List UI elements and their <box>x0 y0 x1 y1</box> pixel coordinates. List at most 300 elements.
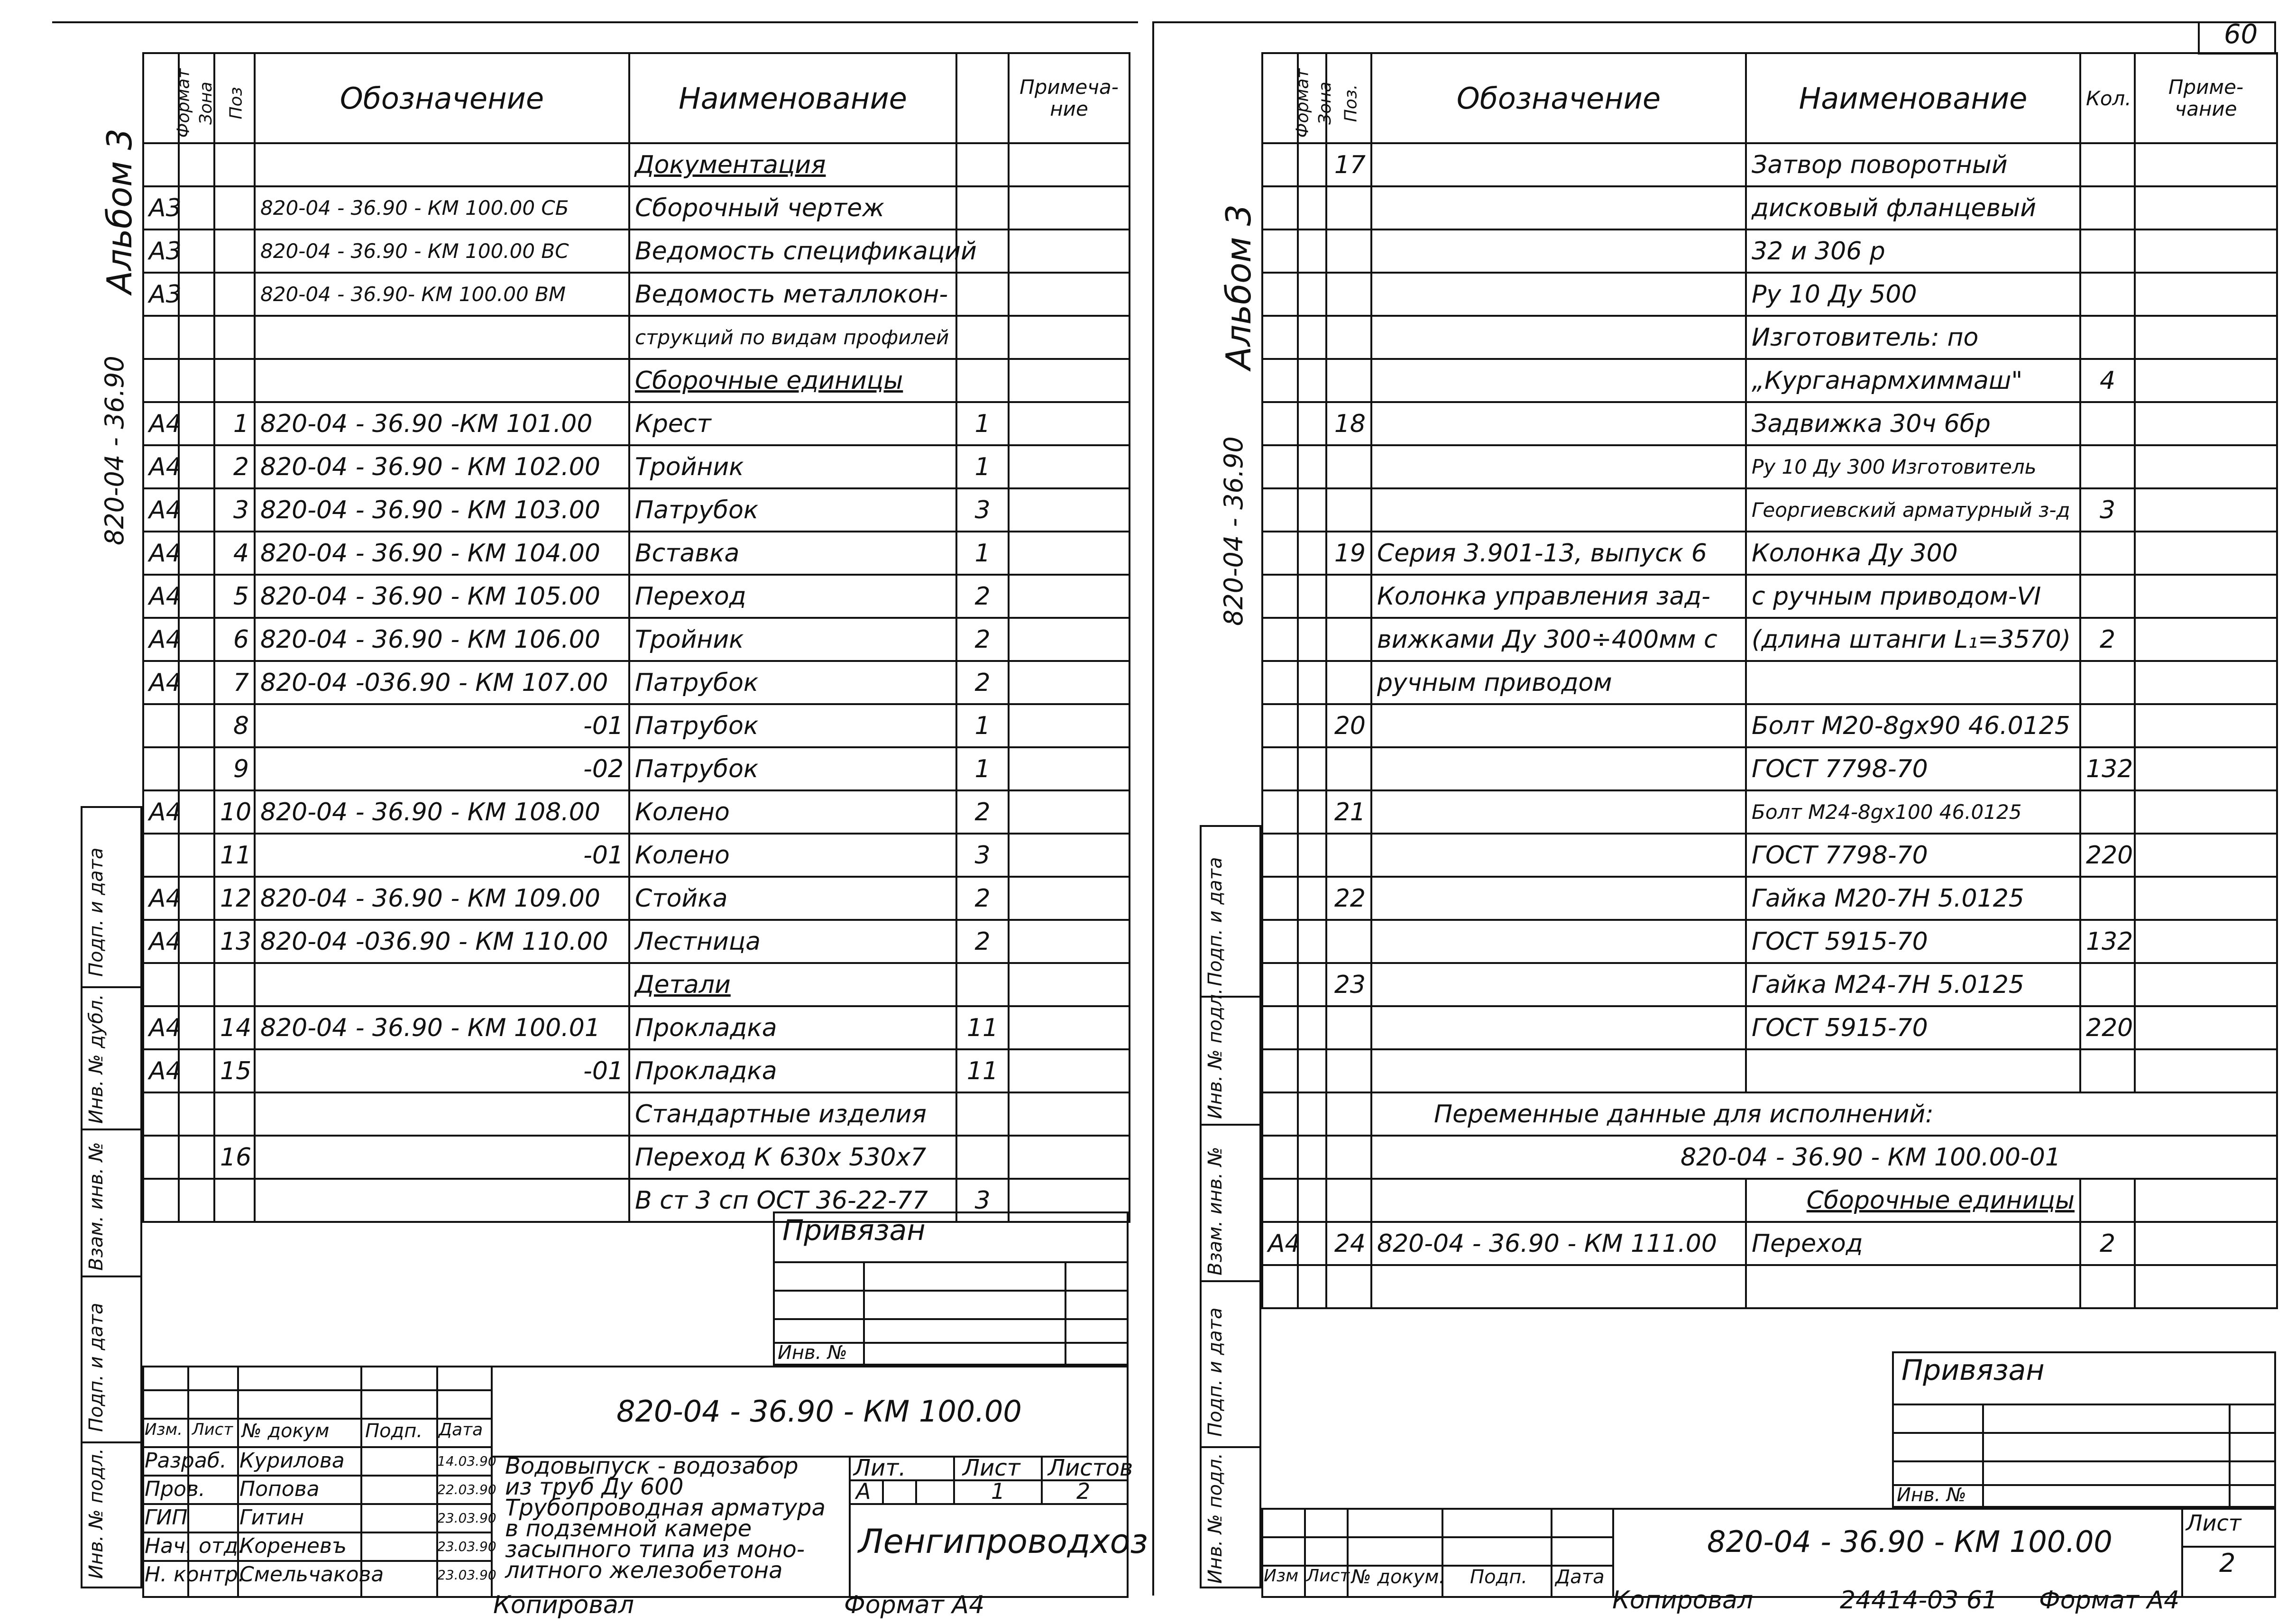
cell-pos <box>214 316 255 359</box>
cell-format: А4 <box>143 661 179 704</box>
table-row <box>1262 661 2277 704</box>
side-label-r1: Подп. и дата <box>1204 857 1226 986</box>
tb-r-col-sign: Подп. <box>1470 1566 1528 1588</box>
lit-value: А <box>856 1478 871 1504</box>
cell-pos <box>1326 229 1371 273</box>
cell-designation: -01 <box>255 834 629 877</box>
cell-name: Патрубок <box>629 488 956 532</box>
cell-designation <box>1371 445 1746 488</box>
cell-designation <box>1371 920 1746 963</box>
cell-pos <box>1326 1006 1371 1049</box>
cell-qty: 11 <box>956 1006 1009 1049</box>
cell-format: А4 <box>143 1006 179 1049</box>
description-line: из труб Ду 600 <box>505 1474 684 1500</box>
table-row <box>143 316 1130 359</box>
cell-name: Детали <box>629 963 956 1006</box>
table-row <box>1262 704 2277 747</box>
album-label-right: Альбом 3 <box>1219 204 1258 370</box>
cell-name: ГОСТ 7798-70 <box>1746 834 2080 877</box>
cell-format <box>1262 143 1298 186</box>
cell-designation <box>1371 963 1746 1006</box>
description-line: засыпного типа из моно- <box>505 1536 805 1563</box>
cell-zone <box>1298 1049 1326 1092</box>
table-row <box>143 661 1130 704</box>
code-vertical-right: 820-04 - 36.90 <box>1219 436 1249 626</box>
top-border <box>52 21 1138 23</box>
left-spec-table <box>142 52 1130 1223</box>
cell-note <box>1009 488 1130 532</box>
cell-format <box>1262 316 1298 359</box>
section2-row <box>1262 1179 2277 1222</box>
side-label-2: Инв. № дубл. <box>85 994 107 1124</box>
cell-name: „Курганармхиммаш" <box>1746 359 2080 402</box>
cell-zone <box>179 402 214 445</box>
cell-note <box>1009 229 1130 273</box>
cell-format <box>1262 532 1298 575</box>
cell-name: Патрубок <box>629 661 956 704</box>
variable-title: Переменные данные для исполнений: <box>1371 1092 2277 1136</box>
cell-zone <box>1298 920 1326 963</box>
cell-zone <box>179 488 214 532</box>
cell-pos <box>1326 920 1371 963</box>
variable-code: 820-04 - 36.90 - КМ 100.00-01 <box>1371 1136 2277 1179</box>
cell-zone <box>1298 359 1326 402</box>
privyazan-label: Привязан <box>782 1214 926 1247</box>
cell-note <box>1009 445 1130 488</box>
cell-name: Сборочный чертеж <box>629 186 956 229</box>
cell-pos: 20 <box>1326 704 1371 747</box>
table-row <box>1262 402 2277 445</box>
cell-zone <box>179 575 214 618</box>
row24-name: Переход <box>1746 1222 2080 1265</box>
cell-pos: 22 <box>1326 877 1371 920</box>
cell-note <box>2135 963 2277 1006</box>
cell-qty: 2 <box>956 661 1009 704</box>
cell-designation <box>1371 834 1746 877</box>
cell-designation <box>255 963 629 1006</box>
cell-note <box>2135 1049 2277 1092</box>
table-row <box>1262 618 2277 661</box>
cell-qty <box>956 359 1009 402</box>
cell-note <box>2135 402 2277 445</box>
cell-zone <box>179 963 214 1006</box>
cell-designation: 820-04 - 36.90 - КМ 100.00 ВС <box>255 229 629 273</box>
cell-zone <box>1298 143 1326 186</box>
cell-format <box>143 143 179 186</box>
right-spec-table <box>1261 52 2278 1309</box>
cell-format <box>1262 963 1298 1006</box>
footer-copy-right: Копировал <box>1612 1586 1754 1615</box>
cell-name: Стандартные изделия <box>629 1092 956 1136</box>
cell-designation: ручным приводом <box>1371 661 1746 704</box>
cell-pos: 5 <box>214 575 255 618</box>
cell-name: Ведомость спецификаций <box>629 229 956 273</box>
cell-note <box>2135 445 2277 488</box>
table-row <box>143 963 1130 1006</box>
table-header-right <box>1262 53 2277 143</box>
side-label-r4: Подп. и дата <box>1204 1307 1226 1437</box>
cell-pos <box>1326 445 1371 488</box>
tb-col-date: Дата <box>439 1420 483 1440</box>
cell-designation <box>1371 1006 1746 1049</box>
cell-pos <box>1326 186 1371 229</box>
table-row <box>143 834 1130 877</box>
cell-zone <box>1298 963 1326 1006</box>
cell-note <box>1009 359 1130 402</box>
cell-name: Сборочные единицы <box>629 359 956 402</box>
cell-format: А4 <box>143 877 179 920</box>
cell-qty <box>2080 316 2135 359</box>
person-date: 14.03.90 <box>437 1453 496 1469</box>
cell-zone <box>1298 402 1326 445</box>
cell-note <box>2135 920 2277 963</box>
side-label-3: Взам. инв. № <box>85 1142 107 1271</box>
cell-qty <box>2080 229 2135 273</box>
cell-designation <box>1371 790 1746 834</box>
side-label-4: Подп. и дата <box>85 1303 107 1432</box>
tb-r-col-date: Дата <box>1555 1566 1605 1588</box>
cell-zone <box>179 704 214 747</box>
cell-pos: 15 <box>214 1049 255 1092</box>
table-row <box>143 747 1130 790</box>
cell-format <box>1262 359 1298 402</box>
cell-qty: 4 <box>2080 359 2135 402</box>
cell-qty <box>2080 877 2135 920</box>
table-row <box>143 273 1130 316</box>
footer-num-right: 24414-03 61 <box>1840 1586 1998 1615</box>
cell-zone <box>1298 273 1326 316</box>
table-row <box>143 229 1130 273</box>
cell-zone <box>1298 186 1326 229</box>
cell-designation <box>255 1092 629 1136</box>
cell-name: Прокладка <box>629 1006 956 1049</box>
cell-pos <box>1326 834 1371 877</box>
cell-name: Стойка <box>629 877 956 920</box>
side-label-r3: Взам. инв. № <box>1204 1147 1226 1275</box>
person-name: Кореневъ <box>239 1534 347 1558</box>
cell-name: Георгиевский арматурный з-д <box>1746 488 2080 532</box>
table-row <box>1262 963 2277 1006</box>
cell-pos <box>214 229 255 273</box>
cell-name: дисковый фланцевый <box>1746 186 2080 229</box>
cell-name: Переход К 630х 530х7 <box>629 1136 956 1179</box>
cell-pos <box>214 186 255 229</box>
sheets-value: 2 <box>1076 1478 1091 1504</box>
col-name: Наименование <box>629 53 956 143</box>
cell-name: Болт М20-8gх90 46.0125 <box>1746 704 2080 747</box>
table-row <box>1262 359 2277 402</box>
cell-designation <box>255 316 629 359</box>
cell-qty: 1 <box>956 402 1009 445</box>
row24-designation: 820-04 - 36.90 - КМ 111.00 <box>1371 1222 1746 1265</box>
cell-name: Тройник <box>629 445 956 488</box>
cell-name: Переход <box>629 575 956 618</box>
cell-qty <box>2080 963 2135 1006</box>
cell-designation: 820-04 - 36.90 - КМ 104.00 <box>255 532 629 575</box>
col-designation: Обозначение <box>255 53 629 143</box>
cell-note <box>1009 877 1130 920</box>
inv-label-right: Инв. № <box>1897 1484 1966 1506</box>
tb-col-izm: Изм. <box>145 1420 183 1439</box>
side-label-5: Инв. № подл. <box>85 1448 107 1579</box>
cell-name: Ведомость металлокон- <box>629 273 956 316</box>
cell-zone <box>1298 445 1326 488</box>
cell-designation <box>255 1179 629 1222</box>
cell-zone <box>179 877 214 920</box>
cell-zone <box>1298 790 1326 834</box>
cell-format <box>1262 402 1298 445</box>
cell-zone <box>179 1006 214 1049</box>
cell-qty <box>2080 402 2135 445</box>
table-row <box>1262 1049 2277 1092</box>
cell-qty <box>956 273 1009 316</box>
cell-note <box>2135 316 2277 359</box>
cell-note <box>2135 488 2277 532</box>
cell-note <box>2135 186 2277 229</box>
sheet-value: 1 <box>991 1478 1005 1504</box>
cell-format: А4 <box>143 790 179 834</box>
cell-note <box>2135 618 2277 661</box>
cell-qty: 220 <box>2080 834 2135 877</box>
col-pos: Поз <box>214 53 255 143</box>
cell-designation: 820-04 - 36.90 - КМ 103.00 <box>255 488 629 532</box>
cell-note <box>1009 661 1130 704</box>
person-role: Н. контр. <box>145 1562 245 1587</box>
person-date: 23.03.90 <box>437 1510 496 1526</box>
cell-format: А4 <box>143 532 179 575</box>
cell-name: Крест <box>629 402 956 445</box>
sheet-divider <box>1152 21 1154 1596</box>
cell-name: В ст 3 сп ОСТ 36-22-77 <box>629 1179 956 1222</box>
cell-note <box>2135 790 2277 834</box>
cell-name: Лестница <box>629 920 956 963</box>
cell-name: Тройник <box>629 618 956 661</box>
cell-pos <box>1326 316 1371 359</box>
cell-pos: 18 <box>1326 402 1371 445</box>
table-row <box>143 532 1130 575</box>
tb-r-col-doc: № докум. <box>1351 1566 1445 1588</box>
cell-pos: 6 <box>214 618 255 661</box>
table-row <box>143 1006 1130 1049</box>
title-description <box>505 1453 826 1584</box>
cell-designation <box>1371 1049 1746 1092</box>
person-role: ГИП <box>145 1505 188 1530</box>
cell-note <box>1009 834 1130 877</box>
cell-qty: 3 <box>956 488 1009 532</box>
col-name-r: Наименование <box>1746 53 2080 143</box>
cell-format <box>1262 575 1298 618</box>
cell-zone <box>179 1049 214 1092</box>
title-code-right: 820-04 - 36.90 - КМ 100.00 <box>1707 1524 2112 1559</box>
table-row <box>1262 747 2277 790</box>
cell-note <box>1009 402 1130 445</box>
cell-qty <box>956 1136 1009 1179</box>
cell-qty <box>2080 445 2135 488</box>
cell-pos <box>1326 575 1371 618</box>
cell-zone <box>1298 229 1326 273</box>
cell-format <box>1262 790 1298 834</box>
tb-r-col-list: Лист <box>1306 1566 1350 1586</box>
cell-qty: 1 <box>956 445 1009 488</box>
inv-label: Инв. № <box>778 1342 847 1364</box>
cell-note <box>2135 273 2277 316</box>
cell-qty: 2 <box>956 790 1009 834</box>
cell-qty <box>2080 532 2135 575</box>
cell-format <box>143 963 179 1006</box>
cell-note <box>1009 704 1130 747</box>
cell-zone <box>179 747 214 790</box>
footer-copy: Копировал <box>493 1591 634 1619</box>
cell-pos: 14 <box>214 1006 255 1049</box>
cell-qty: 3 <box>2080 488 2135 532</box>
cell-pos: 21 <box>1326 790 1371 834</box>
cell-designation <box>1371 143 1746 186</box>
tb-col-list: Лист <box>192 1420 233 1439</box>
cell-note <box>2135 359 2277 402</box>
table-row <box>1262 143 2277 186</box>
cell-pos: 17 <box>1326 143 1371 186</box>
col-note-r: Приме-чание <box>2135 53 2277 143</box>
cell-format: А3 <box>143 229 179 273</box>
cell-pos: 19 <box>1326 532 1371 575</box>
cell-name: ГОСТ 5915-70 <box>1746 920 2080 963</box>
cell-zone <box>179 920 214 963</box>
cell-designation <box>1371 747 1746 790</box>
cell-designation: 820-04 - 36.90- КМ 100.00 ВМ <box>255 273 629 316</box>
privyazan-label-right: Привязан <box>1901 1354 2045 1387</box>
cell-qty <box>956 143 1009 186</box>
cell-qty <box>2080 186 2135 229</box>
cell-note <box>2135 704 2277 747</box>
cell-designation: 820-04 - 36.90 - КМ 109.00 <box>255 877 629 920</box>
table-row <box>143 402 1130 445</box>
cell-pos <box>1326 661 1371 704</box>
cell-designation <box>1371 704 1746 747</box>
col-note: Примеча-ние <box>1009 53 1130 143</box>
tb-col-sign: Подп. <box>365 1420 423 1442</box>
cell-zone <box>1298 316 1326 359</box>
cell-qty <box>2080 790 2135 834</box>
cell-note <box>1009 1006 1130 1049</box>
cell-qty <box>2080 143 2135 186</box>
cell-qty: 2 <box>956 920 1009 963</box>
cell-format <box>1262 273 1298 316</box>
cell-name: Гайка М24-7Н 5.0125 <box>1746 963 2080 1006</box>
cell-note <box>2135 1006 2277 1049</box>
table-row <box>143 790 1130 834</box>
cell-designation: Колонка управления зад- <box>1371 575 1746 618</box>
cell-name: Гайка М20-7Н 5.0125 <box>1746 877 2080 920</box>
cell-zone <box>179 359 214 402</box>
table-row <box>143 877 1130 920</box>
cell-qty <box>956 186 1009 229</box>
cell-zone <box>179 661 214 704</box>
table-row <box>1262 445 2277 488</box>
cell-pos: 2 <box>214 445 255 488</box>
cell-format <box>1262 704 1298 747</box>
cell-name: Затвор поворотный <box>1746 143 2080 186</box>
col-qty <box>956 53 1009 143</box>
table-row <box>1262 834 2277 877</box>
cell-format <box>1262 920 1298 963</box>
table-row <box>143 920 1130 963</box>
cell-designation <box>1371 488 1746 532</box>
table-row <box>143 575 1130 618</box>
table-row <box>1262 488 2277 532</box>
cell-qty: 1 <box>956 747 1009 790</box>
cell-designation: -02 <box>255 747 629 790</box>
sheet-value-right: 2 <box>2219 1548 2236 1578</box>
code-vertical: 820-04 - 36.90 <box>100 356 129 545</box>
sheet-label-right: Лист <box>2186 1510 2241 1536</box>
description-line: литного железобетона <box>505 1557 783 1584</box>
table-row <box>143 143 1130 186</box>
cell-designation <box>255 143 629 186</box>
cell-qty <box>2080 273 2135 316</box>
person-date: 23.03.90 <box>437 1539 496 1554</box>
cell-pos <box>1326 273 1371 316</box>
cell-note <box>2135 834 2277 877</box>
cell-zone <box>179 229 214 273</box>
cell-note <box>1009 790 1130 834</box>
cell-format: А4 <box>143 618 179 661</box>
cell-format <box>1262 618 1298 661</box>
cell-pos: 23 <box>1326 963 1371 1006</box>
cell-qty <box>956 963 1009 1006</box>
cell-zone <box>179 1092 214 1136</box>
cell-zone <box>179 532 214 575</box>
cell-qty <box>956 316 1009 359</box>
cell-qty: 1 <box>956 704 1009 747</box>
table-row <box>143 359 1130 402</box>
cell-note <box>1009 747 1130 790</box>
cell-note <box>1009 1092 1130 1136</box>
cell-note <box>1009 575 1130 618</box>
tb-col-doc: № докум <box>242 1420 330 1442</box>
cell-format: А4 <box>143 402 179 445</box>
person-name: Попова <box>239 1477 320 1501</box>
cell-format <box>1262 661 1298 704</box>
cell-qty: 132 <box>2080 747 2135 790</box>
col-format-r: Формат <box>1262 53 1298 143</box>
cell-designation: 820-04 -036.90 - КМ 107.00 <box>255 661 629 704</box>
table-row <box>143 704 1130 747</box>
cell-qty <box>2080 704 2135 747</box>
cell-qty: 3 <box>956 834 1009 877</box>
cell-note <box>1009 920 1130 963</box>
cell-format <box>1262 229 1298 273</box>
cell-pos <box>214 143 255 186</box>
cell-zone <box>179 1179 214 1222</box>
table-row <box>1262 532 2277 575</box>
cell-format: А4 <box>143 920 179 963</box>
cell-note <box>2135 747 2277 790</box>
cell-qty: 2 <box>2080 618 2135 661</box>
description-line: Водовыпуск - водозабор <box>505 1453 799 1479</box>
cell-name: Изготовитель: по <box>1746 316 2080 359</box>
cell-format <box>143 747 179 790</box>
org-name: Ленгипроводхоз <box>858 1522 1148 1561</box>
cell-zone <box>1298 532 1326 575</box>
row24-format: А4 <box>1262 1222 1298 1265</box>
side-label-r5: Инв. № подл. <box>1204 1453 1226 1584</box>
cell-qty: 11 <box>956 1049 1009 1092</box>
cell-name: Ру 10 Ду 300 Изготовитель <box>1746 445 2080 488</box>
cell-format <box>143 316 179 359</box>
cell-note <box>1009 273 1130 316</box>
cell-designation: 820-04 - 36.90 - КМ 102.00 <box>255 445 629 488</box>
cell-designation <box>1371 877 1746 920</box>
